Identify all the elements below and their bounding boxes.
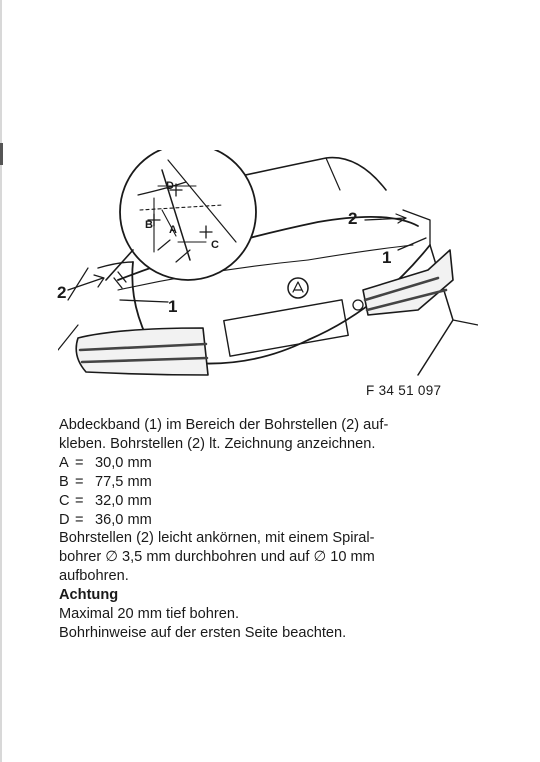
dimension-d	[59, 511, 499, 530]
page-edge-mark	[0, 143, 3, 165]
warning-line-2: Bohrhinweise auf der ersten Seite beachten.	[59, 624, 347, 641]
dimension-value: 36,0 mm	[95, 511, 152, 528]
instruction-text	[59, 416, 499, 643]
dimension-equals: =	[75, 511, 84, 528]
dimension-equals: =	[75, 473, 84, 490]
dimension-value: 30,0 mm	[95, 454, 152, 471]
drill-line-1: Bohrstellen (2) leicht ankörnen, mit einem Spiral-	[59, 530, 375, 547]
dimension-value: 32,0 mm	[95, 492, 152, 509]
dimension-equals: =	[75, 454, 84, 471]
dimension-label-a: A	[169, 224, 177, 236]
intro-line-1: Abdeckband (1) im Bereich der Bohrstellen (2) auf-	[59, 417, 389, 433]
dimension-b	[59, 473, 499, 492]
callout-1-left: 1	[168, 297, 178, 316]
dimension-letter: D	[59, 511, 70, 528]
warning-line-1: Maximal 20 mm tief bohren.	[59, 606, 240, 623]
dimension-label-b: B	[145, 219, 153, 231]
dimension-letter: B	[59, 473, 69, 490]
callout-1-right: 1	[382, 248, 392, 267]
intro-line-2: kleben. Bohrstellen (2) lt. Zeichnung anzeichnen.	[59, 435, 376, 452]
car-rear-diagram	[58, 150, 478, 395]
callout-2-right: 2	[348, 209, 358, 228]
drill-line-3: aufbohren.	[59, 568, 129, 585]
dimension-value: 77,5 mm	[95, 473, 152, 490]
dimension-label-d: D	[166, 180, 174, 192]
warning-heading: Achtung	[59, 587, 119, 604]
dimension-letter: C	[59, 492, 70, 509]
dimension-c	[59, 492, 499, 511]
dimension-equals: =	[75, 492, 84, 509]
figure-code: F 34 51 097	[366, 383, 442, 398]
dimension-label-c: C	[211, 239, 219, 251]
callout-2-left: 2	[57, 283, 67, 302]
dimension-a	[59, 454, 499, 473]
trunk-drilling-illustration	[58, 150, 478, 395]
page-edge	[0, 0, 2, 762]
dimension-letter: A	[59, 454, 69, 471]
drill-line-2: bohrer ∅ 3,5 mm durchbohren und auf ∅ 10 mm	[59, 549, 375, 566]
